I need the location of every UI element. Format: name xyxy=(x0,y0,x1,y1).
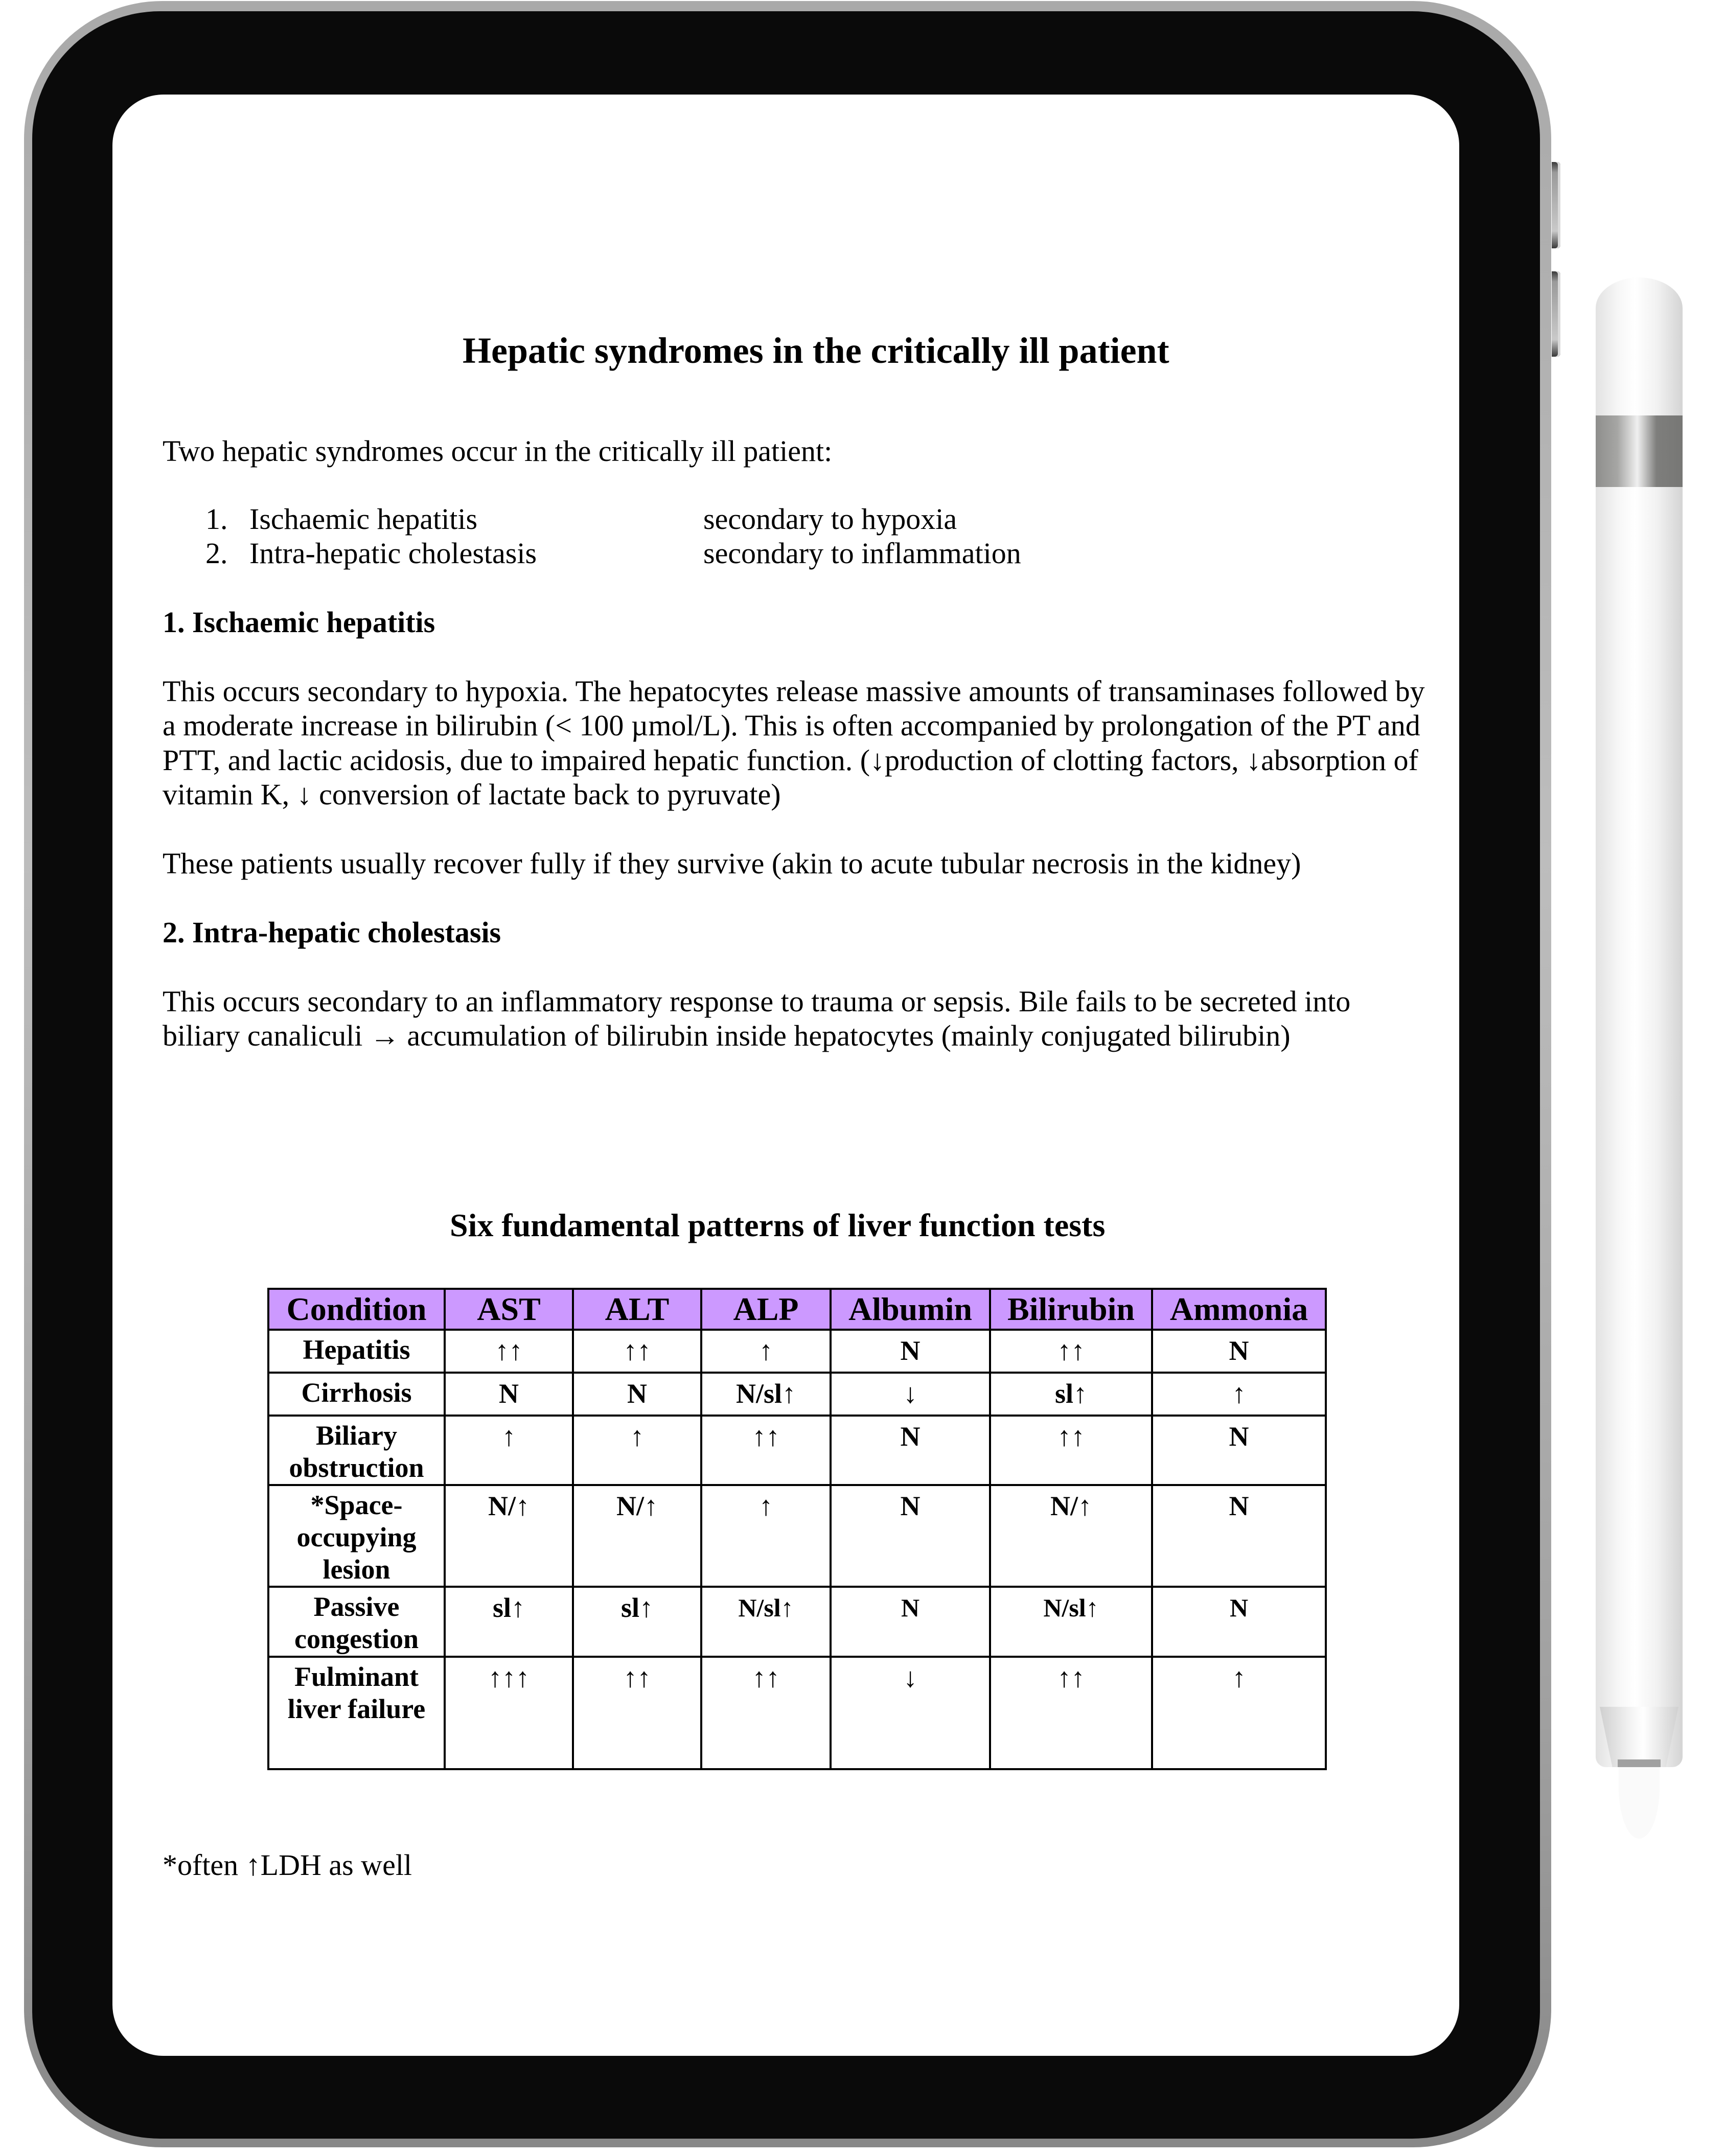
table-row xyxy=(268,1373,1326,1416)
volume-down-button xyxy=(1552,271,1560,357)
column-header-ast: AST xyxy=(445,1289,573,1330)
column-header-alp: ALP xyxy=(701,1289,831,1330)
cell-alp: N/sl↑ xyxy=(701,1587,831,1657)
volume-up-button xyxy=(1552,162,1560,248)
cell-ammonia: N xyxy=(1152,1330,1326,1373)
document-page[interactable] xyxy=(112,95,1459,2056)
column-header-bilirubin: Bilirubin xyxy=(990,1289,1152,1330)
list-item-name: Intra-hepatic cholestasis xyxy=(249,537,537,570)
stylus-tip xyxy=(1619,1767,1660,1839)
cell-condition: Passive congestion xyxy=(268,1587,445,1657)
cell-alt: ↑↑ xyxy=(573,1657,701,1769)
cell-ast: N/↑ xyxy=(445,1485,573,1587)
cell-alp: ↑ xyxy=(701,1330,831,1373)
cell-bilirubin: sl↑ xyxy=(990,1373,1152,1416)
cell-bilirubin: N/sl↑ xyxy=(990,1587,1152,1657)
paragraph-line: a moderate increase in bilirubin (< 100 µmol/L). This is often accompanied by prolongation of the PT and xyxy=(163,709,1420,742)
cell-albumin: ↓ xyxy=(831,1657,990,1769)
cell-condition: Biliary obstruction xyxy=(268,1416,445,1485)
cell-alp: ↑↑ xyxy=(701,1657,831,1769)
cell-alt: N/↑ xyxy=(573,1485,701,1587)
list-item-cause: secondary to hypoxia xyxy=(703,502,957,536)
cell-ammonia: N xyxy=(1152,1416,1326,1485)
stylus-pencil-icon xyxy=(1596,277,1683,1767)
cell-bilirubin: N/↑ xyxy=(990,1485,1152,1587)
page-title: Hepatic syndromes in the critically ill patient xyxy=(463,330,1169,371)
table-row xyxy=(268,1587,1326,1657)
list-number: 1. xyxy=(205,502,228,536)
cell-albumin: N xyxy=(831,1587,990,1657)
cell-ammonia: ↑ xyxy=(1152,1657,1326,1769)
cell-alt: ↑↑ xyxy=(573,1330,701,1373)
table-row xyxy=(268,1416,1326,1485)
cell-ammonia: ↑ xyxy=(1152,1373,1326,1416)
paragraph-line: This occurs secondary to hypoxia. The hepatocytes release massive amounts of transaminases followed by xyxy=(163,675,1425,708)
list-item-name: Ischaemic hepatitis xyxy=(249,502,478,536)
cell-ammonia: N xyxy=(1152,1587,1326,1657)
column-header-alt: ALT xyxy=(573,1289,701,1330)
stylus-taper xyxy=(1600,1707,1678,1767)
intro-text: Two hepatic syndromes occur in the critically ill patient: xyxy=(163,434,833,468)
paragraph-line: biliary canaliculi → accumulation of bilirubin inside hepatocytes (mainly conjugated bilirubin) xyxy=(163,1019,1291,1052)
cell-ast: ↑ xyxy=(445,1416,573,1485)
paragraph-line: vitamin K, ↓ conversion of lactate back to pyruvate) xyxy=(163,778,781,811)
cell-alp: ↑ xyxy=(701,1485,831,1587)
section-heading-ischaemic-hepatitis: 1. Ischaemic hepatitis xyxy=(163,606,435,639)
cell-albumin: ↓ xyxy=(831,1373,990,1416)
cell-alt: ↑ xyxy=(573,1416,701,1485)
cell-ast: N xyxy=(445,1373,573,1416)
list-number: 2. xyxy=(205,537,228,570)
paragraph-line: PTT, and lactic acidosis, due to impaired hepatic function. (↓production of clotting factors, ↓absorption of xyxy=(163,744,1418,777)
table-header-row xyxy=(268,1289,1326,1330)
cell-bilirubin: ↑↑ xyxy=(990,1657,1152,1769)
section-heading-intrahepatic-cholestasis: 2. Intra-hepatic cholestasis xyxy=(163,916,501,949)
table-row xyxy=(268,1657,1326,1769)
cell-ast: ↑↑ xyxy=(445,1330,573,1373)
cell-ammonia: N xyxy=(1152,1485,1326,1587)
stylus-ring xyxy=(1618,1759,1661,1767)
list-item-cause: secondary to inflammation xyxy=(703,537,1021,570)
cell-alp: ↑↑ xyxy=(701,1416,831,1485)
cell-alt: sl↑ xyxy=(573,1587,701,1657)
cell-ast: sl↑ xyxy=(445,1587,573,1657)
cell-bilirubin: ↑↑ xyxy=(990,1416,1152,1485)
cell-alp: N/sl↑ xyxy=(701,1373,831,1416)
cell-bilirubin: ↑↑ xyxy=(990,1330,1152,1373)
cell-alt: N xyxy=(573,1373,701,1416)
table-row xyxy=(268,1330,1326,1373)
table-title: Six fundamental patterns of liver function tests xyxy=(450,1207,1106,1243)
cell-condition: Hepatitis xyxy=(268,1330,445,1373)
liver-function-table xyxy=(267,1288,1327,1770)
cell-condition: *Space-occupying lesion xyxy=(268,1485,445,1587)
cell-ast: ↑↑↑ xyxy=(445,1657,573,1769)
paragraph-line: This occurs secondary to an inflammatory response to trauma or sepsis. Bile fails to be secreted into xyxy=(163,985,1351,1018)
cell-albumin: N xyxy=(831,1485,990,1587)
table-row xyxy=(268,1485,1326,1587)
recovery-note: These patients usually recover fully if they survive (akin to acute tubular necrosis in the kidney) xyxy=(163,847,1301,880)
table-footnote: *often ↑LDH as well xyxy=(163,1848,412,1882)
cell-condition: Cirrhosis xyxy=(268,1373,445,1416)
cell-condition: Fulminant liver failure xyxy=(268,1657,445,1769)
column-header-albumin: Albumin xyxy=(831,1289,990,1330)
stylus-band xyxy=(1596,415,1683,487)
cell-albumin: N xyxy=(831,1330,990,1373)
column-header-condition: Condition xyxy=(268,1289,445,1330)
column-header-ammonia: Ammonia xyxy=(1152,1289,1326,1330)
cell-albumin: N xyxy=(831,1416,990,1485)
